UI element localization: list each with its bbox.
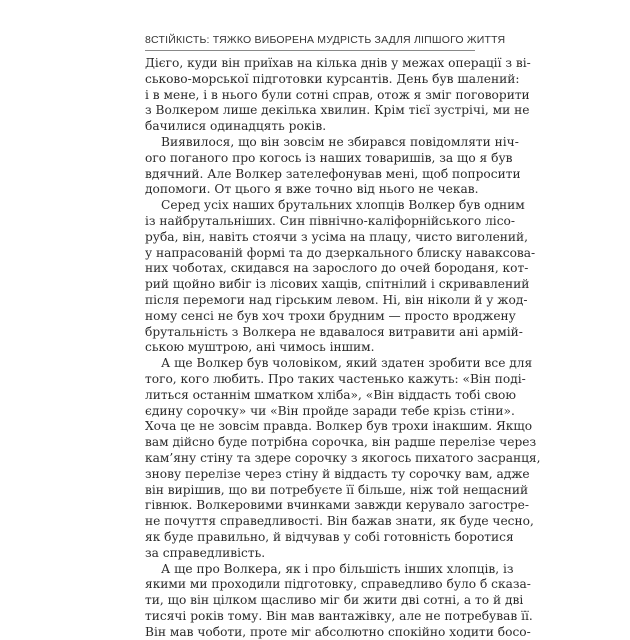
text-line: якими ми проходили підготовку, справедливо було б сказа- [145, 577, 531, 592]
text-line: Хоча це не зовсім правда. Волкер був трохи інакшим. Якщо [145, 419, 533, 434]
text-line: вам дійсно буде потрібна сорочка, він радше перелізе через [145, 435, 537, 450]
text-line: рий щойно вибіг із лісових хащів, спітнілий і скривавлений [145, 277, 530, 292]
text-line: брутальність з Волкера не вдавалося витравити ані армій- [145, 324, 523, 339]
text-line: Виявилося, що він зовсім не збирався повідомляти ніч- [161, 134, 519, 149]
text-line: ному сенсі не був хоч трохи брудним — просто вроджену [145, 308, 516, 323]
text-line: А ще про Волкера, як і про більшість інших хлопців, із [161, 561, 514, 576]
page-number: 8 [145, 34, 152, 46]
text-line: Дієго, куди він приїхав на кілька днів у межах операції з ві- [145, 56, 531, 70]
text-line: бачилися одинадцять років. [145, 119, 327, 134]
text-line: за справедливість. [145, 545, 266, 560]
header-rule [145, 50, 475, 51]
text-line: ого поганого про когось із наших товаришів, за що я був [145, 150, 513, 165]
text-line: А ще Волкер був чоловіком, який здатен зробити все для [161, 356, 533, 371]
text-line: них чоботах, скидався на зарослого до очей бороданя, кот- [145, 261, 529, 276]
text-line: із найбрутальніших. Син північно-каліфорнійського лісо- [145, 213, 515, 228]
text-line: вдячний. Але Волкер зателефонував мені, щоб попросити [145, 166, 521, 181]
text-line: він вирішив, що ви потребуєте її більше, ніж той нещасний [145, 482, 529, 497]
text-line: з Волкером лише декілька хвилин. Крім тієї зустрічі, ми не [145, 103, 530, 118]
text-line: Він мав чоботи, проте міг абсолютно спокійно ходити босо- [145, 624, 531, 639]
text-line: після перемоги над гірським левом. Ні, він ніколи й у жод- [145, 292, 528, 307]
text-line: і в мене, і в нього були сотні справ, отож я зміг поговорити [145, 87, 530, 102]
text-line: єдину сорочку» чи «Він пройде заради тебе крізь стіни». [145, 403, 515, 418]
text-line: у напрасованій формі та до дзеркального блиску наваксова- [145, 245, 536, 260]
text-line: ти, що він цілком щасливо міг би жити дві сотні, а то й дві [145, 593, 524, 608]
text-line: Серед усіх наших брутальних хлопців Волкер був одним [161, 198, 525, 213]
text-line: як буде правильно, й відчував у собі готовність боротися [145, 529, 514, 544]
running-header [145, 34, 506, 46]
text-line: ськово-морської підготовки курсантів. День був шалений: [145, 71, 520, 86]
text-line: литься останнім шматком хліба», «Він віддасть тобі свою [145, 387, 516, 402]
running-title: СТІЙКІСТЬ: ТЯЖКО ВИБОРЕНА МУДРІСТЬ ЗАДЛЯ ЛІПШОГО ЖИТТЯ [151, 34, 506, 46]
text-line: допомоги. От цього я вже точно від нього не чекав. [145, 182, 479, 197]
text-line: кам’яну стіну та здере сорочку з якогось пихатого засранця, [145, 450, 541, 465]
text-line: знову перелізе через стіну й віддасть ту сорочку вам, адже [145, 466, 530, 481]
text-line: гівнюк. Волкеровими вчинками завжди керувало загостре- [145, 498, 529, 513]
text-line: не почуття справедливості. Він бажав знати, як буде чесно, [145, 514, 534, 529]
text-line: того, кого любить. Про таких частенько кажуть: «Він поді- [145, 371, 526, 386]
text-line: руба, він, навіть стоячи з усіма на плацу, чисто виголений, [145, 229, 529, 244]
text-line: тисячі років тому. Він мав вантажівку, але не потребував її. [145, 608, 533, 623]
body-text [145, 56, 541, 640]
text-line: ською муштрою, ані чимось іншим. [145, 340, 375, 355]
